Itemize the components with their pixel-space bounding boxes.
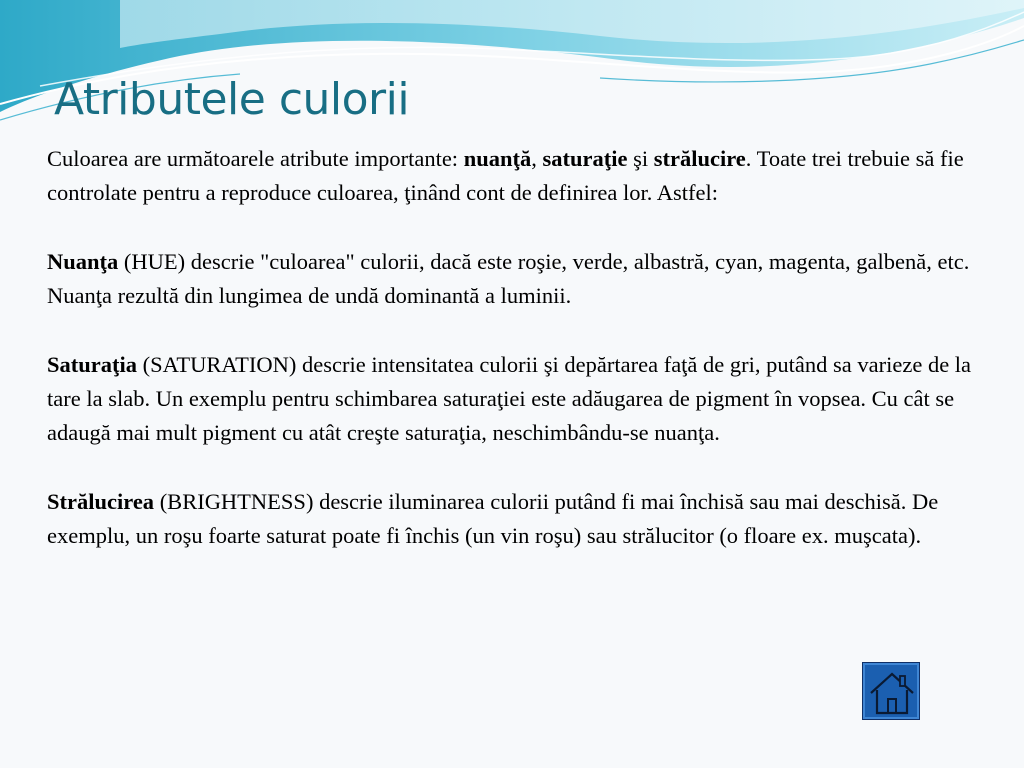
term-stralucire: strălucire [653,146,746,171]
brightness-term: Strălucirea [47,488,155,514]
slide-title: Atributele culorii [54,74,410,125]
saturation-paragraph: Saturaţia (SATURATION) descrie intensitatea culorii şi depărtarea faţă de gri, putând sa varieze de la tare la slab. Un exemplu pentru schimbarea saturaţiei este adăugarea de pigment în vopsea. Cu cât se adaugă mai mult pigment cu atât creşte saturaţia, neschimbându-se nuanţa. [47,351,972,446]
slide-body [47,142,997,554]
hue-term: Nuanţa [47,248,119,274]
saturation-term: Saturaţia [47,351,137,377]
term-saturatie: saturaţie [542,146,628,171]
intro-paragraph: Culoarea are următoarele atribute importante: nuanţă, saturaţie şi strălucire. Toate trei trebuie să fie controlate pentru a reproduce culoarea, ţinând cont de definirea lor. Astfel: [47,146,964,206]
home-button[interactable] [862,662,920,720]
brightness-paragraph: Strălucirea (BRIGHTNESS) descrie iluminarea culorii putând fi mai închisă sau mai deschisă. De exemplu, un roşu foarte saturat poate fi închis (un vin roşu) sau strălucitor (o floare ex. muşcata). [47,488,939,549]
term-nuanta: nuanţă [463,146,532,171]
home-icon [863,663,921,721]
hue-paragraph: Nuanţa (HUE) descrie "culoarea" culorii, dacă este roşie, verde, albastră, cyan, magenta, galbenă, etc. Nuanţa rezultă din lungimea de undă dominantă a luminii. [47,248,970,309]
